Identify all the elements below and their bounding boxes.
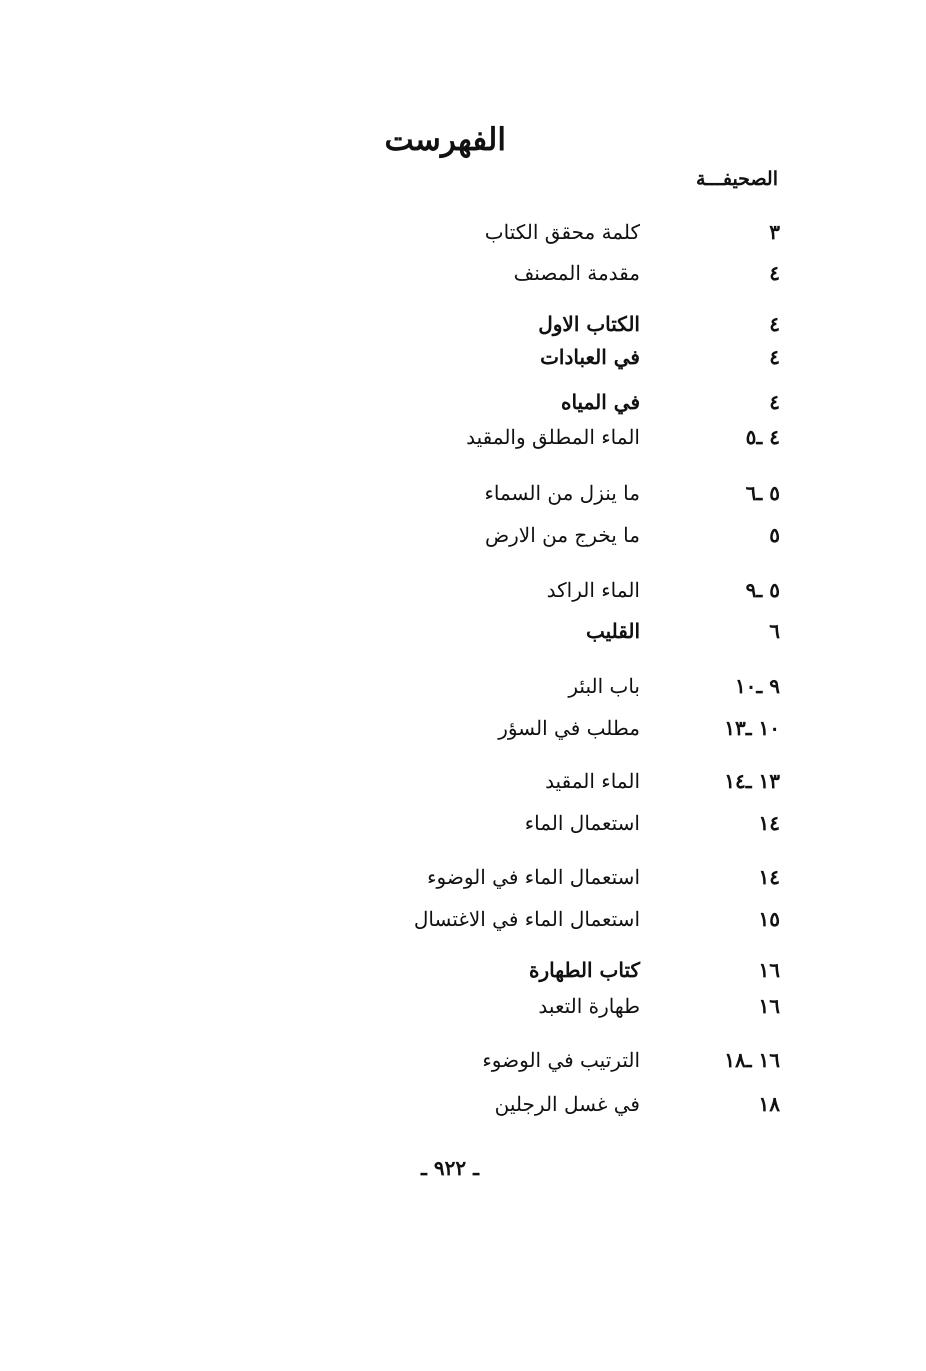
toc-entry-title: مطلب في السؤر	[498, 716, 640, 740]
toc-row	[400, 1087, 780, 1121]
toc-entry-title: القليب	[585, 619, 640, 643]
toc-row	[400, 215, 780, 249]
toc-row	[400, 902, 780, 936]
toc-row	[400, 953, 780, 987]
toc-row	[400, 711, 780, 745]
toc-entry-title: ما يخرج من الارض	[484, 523, 640, 547]
toc-row	[400, 764, 780, 798]
toc-page-range: ١٥	[758, 907, 780, 931]
toc-page-range: ١٣ ـ١٤	[724, 769, 780, 793]
toc-row	[400, 385, 780, 419]
toc-row	[400, 256, 780, 290]
toc-entry-title: ما ينزل من السماء	[484, 481, 640, 505]
toc-page-range: ٤	[769, 261, 780, 285]
toc-page-range: ٤	[769, 345, 780, 369]
toc-page-range: ١٨	[758, 1092, 780, 1116]
toc-page-range: ٤	[769, 390, 780, 414]
toc-entry-title: الماء المطلق والمقيد	[466, 425, 640, 449]
toc-page-range: ٩ ـ١٠	[734, 674, 780, 698]
toc-page-range: ٥	[769, 523, 780, 547]
toc-page-range: ٥ ـ٩	[745, 578, 780, 602]
page-title: الفهرست	[384, 122, 506, 158]
toc-page-range: ٥ ـ٦	[745, 481, 780, 505]
toc-page-range: ٣	[769, 220, 780, 244]
toc-entry-title: استعمال الماء في الاغتسال	[413, 907, 640, 931]
toc-entry-title: الماء المقيد	[545, 769, 640, 793]
toc-row	[400, 573, 780, 607]
toc-page-range: ٤	[769, 312, 780, 336]
page-number: ـ ٩٢٢ ـ	[421, 1156, 479, 1180]
toc-row	[400, 518, 780, 552]
toc-entry-title: كلمة محقق الكتاب	[484, 220, 640, 244]
toc-row	[400, 340, 780, 374]
toc-entry-title: في غسل الرجلين	[494, 1092, 640, 1116]
page-column-header: الصحيفـــة	[695, 168, 778, 190]
toc-row	[400, 614, 780, 648]
toc-row	[400, 806, 780, 840]
toc-row	[400, 1043, 780, 1077]
toc-row	[400, 669, 780, 703]
toc-entry-title: الماء الراكد	[546, 578, 640, 602]
toc-entry-title: الكتاب الاول	[538, 312, 640, 336]
toc-page-range: ٦	[769, 619, 780, 643]
toc-page-range: ١٤	[758, 811, 780, 835]
toc-entry-title: باب البئر	[568, 674, 640, 698]
toc-entry-title: استعمال الماء	[524, 811, 640, 835]
toc-entry-title: طهارة التعبد	[538, 994, 640, 1018]
toc-entry-title: مقدمة المصنف	[513, 261, 640, 285]
toc-page-range: ١٠ ـ١٣	[724, 716, 780, 740]
toc-page-range: ١٦ ـ١٨	[724, 1048, 780, 1072]
toc-page-range: ١٦	[758, 958, 780, 982]
toc-entry-title: في العبادات	[540, 345, 640, 369]
toc-row	[400, 989, 780, 1023]
toc-row	[400, 420, 780, 454]
toc-entry-title: كتاب الطهارة	[529, 958, 640, 982]
toc-page-range: ١٦	[758, 994, 780, 1018]
toc-page-range: ٤ ـ٥	[745, 425, 780, 449]
toc-entry-title: الترتيب في الوضوء	[482, 1048, 640, 1072]
toc-entry-title: استعمال الماء في الوضوء	[427, 865, 640, 889]
toc-page-range: ١٤	[758, 865, 780, 889]
toc-row	[400, 860, 780, 894]
toc-row	[400, 476, 780, 510]
toc-row	[400, 307, 780, 341]
toc-entry-title: في المياه	[560, 390, 640, 414]
